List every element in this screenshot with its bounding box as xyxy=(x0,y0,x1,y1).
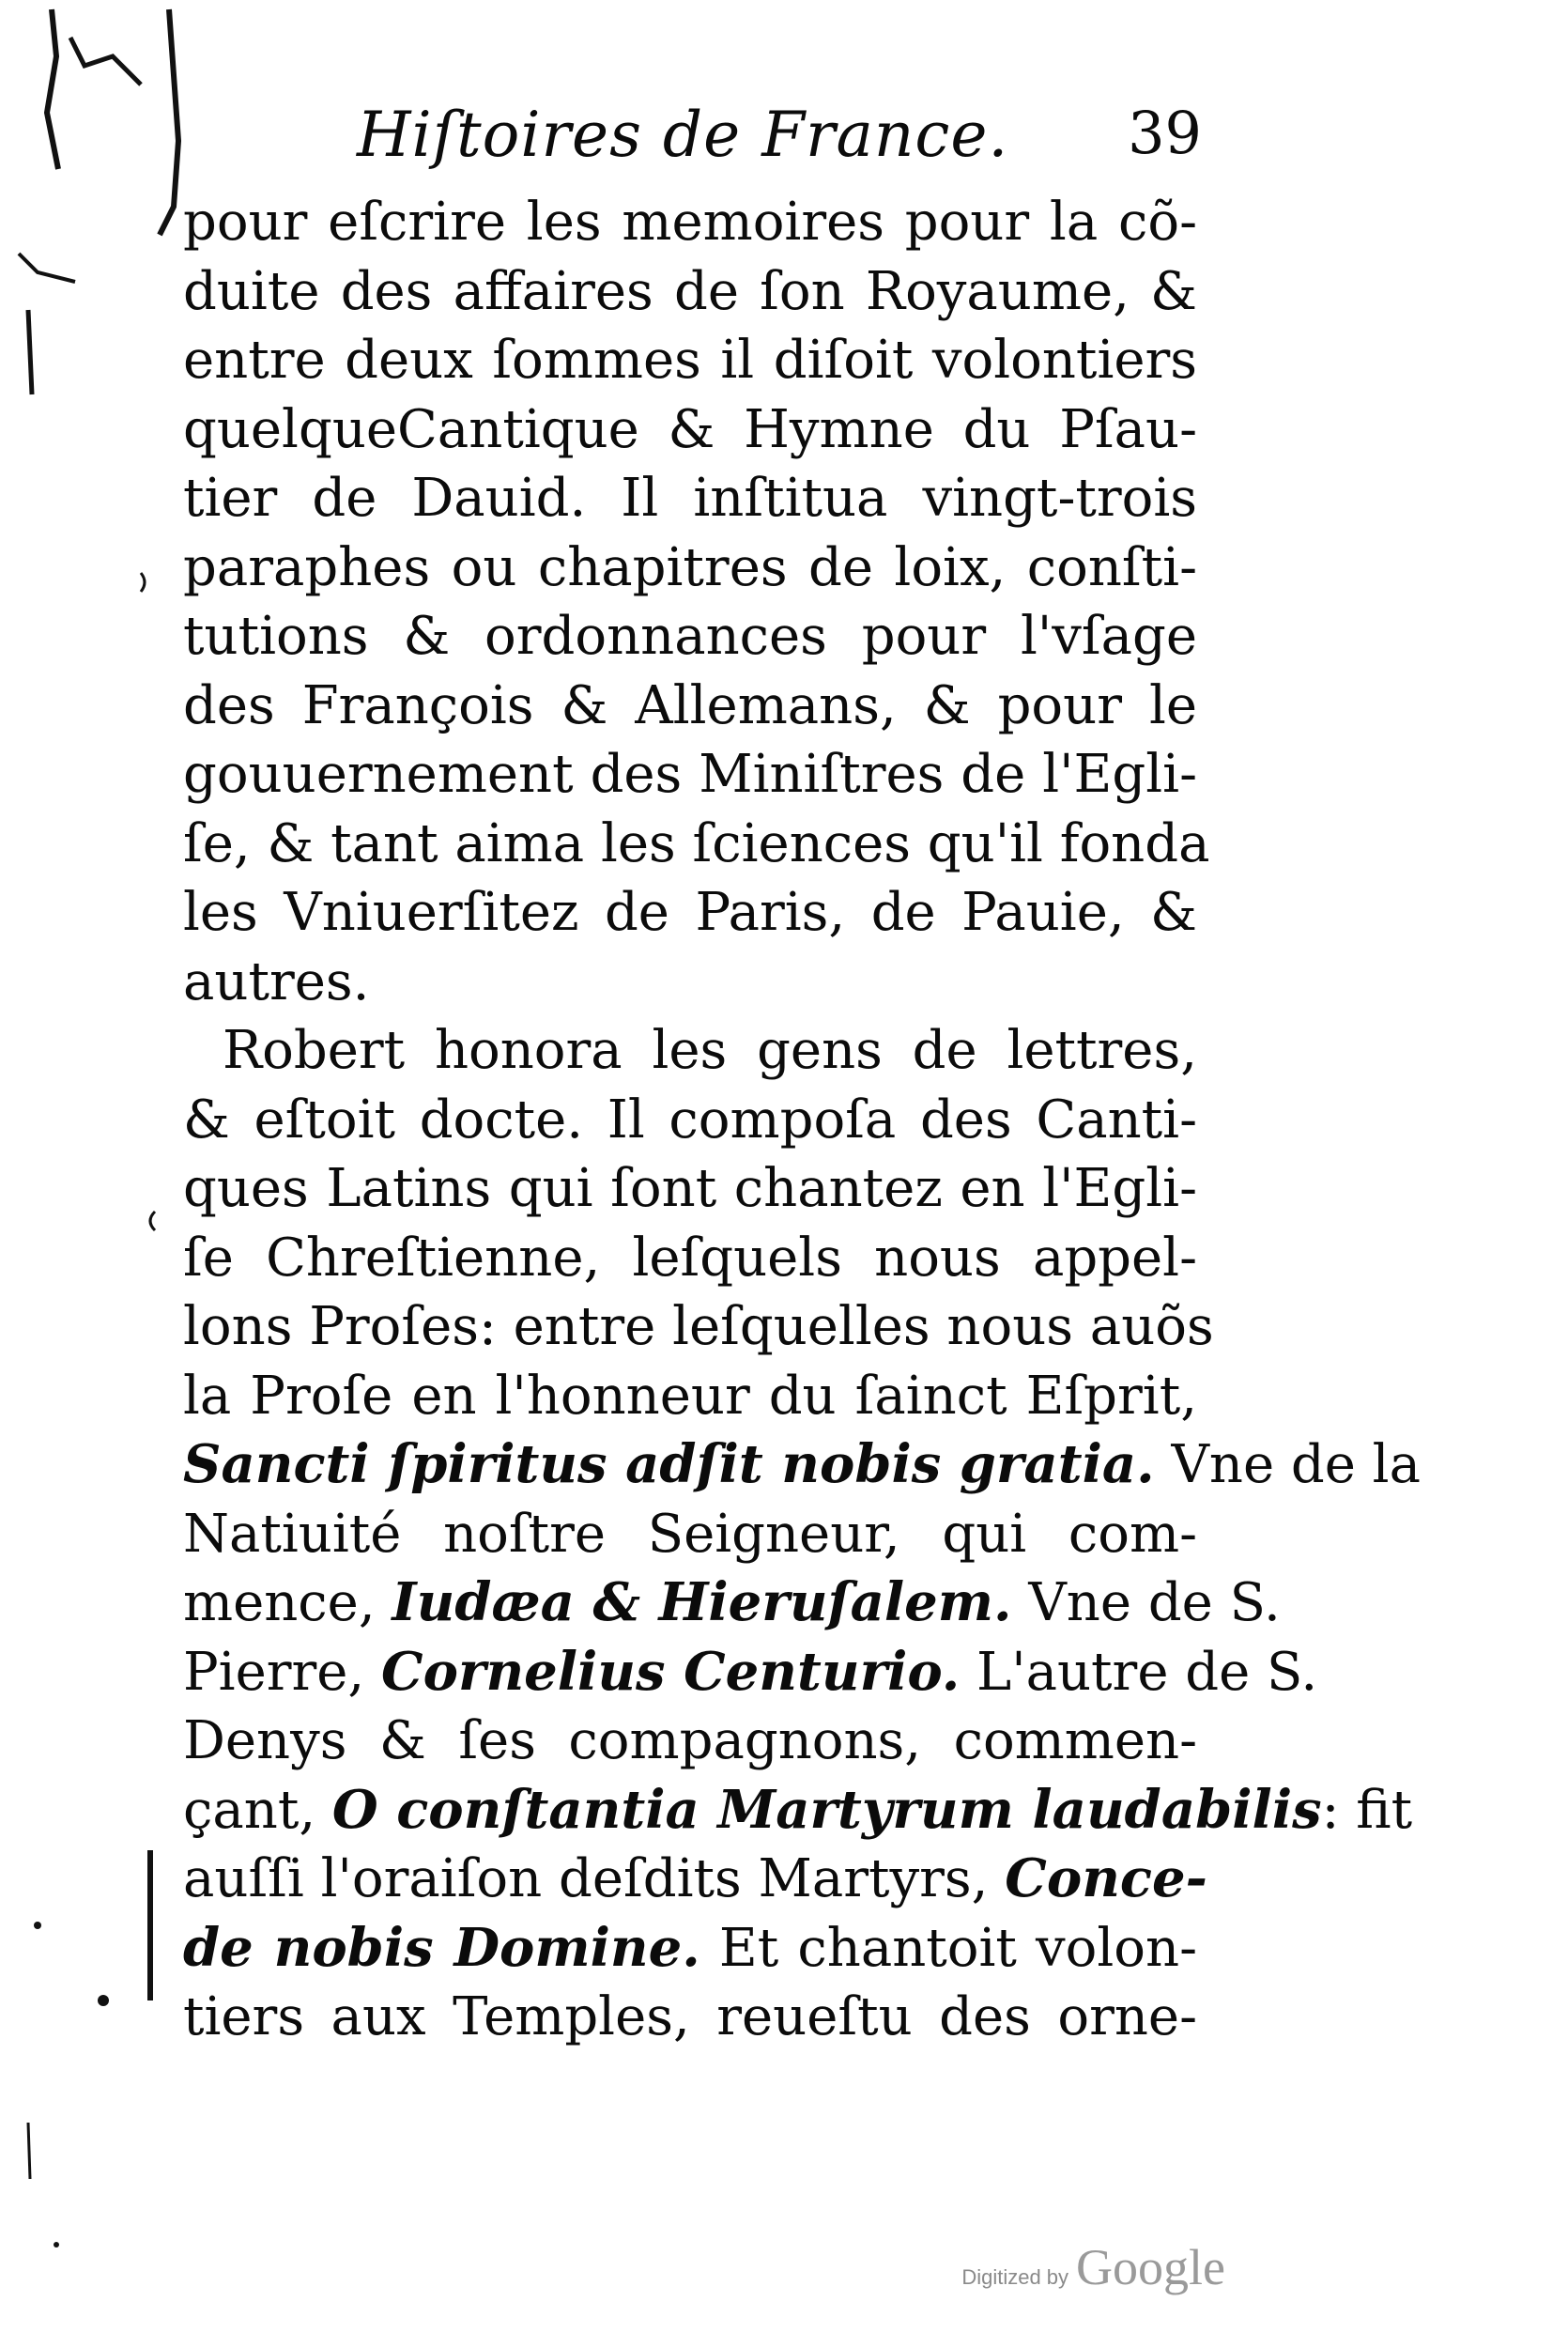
text-line: des François & Allemans, & pour le xyxy=(183,674,1197,736)
text-fragment: Pierre, xyxy=(183,1641,382,1703)
text-line: ſe Chreſtienne, leſquels nous appel- xyxy=(183,1227,1197,1289)
text-fragment: : fit xyxy=(1321,1779,1413,1841)
text-fragment: L'autre de S. xyxy=(960,1641,1318,1703)
latin-italic: Iudæa & Hieruſalem. xyxy=(392,1571,1012,1633)
latin-italic: Sancti ſpiritus adſit nobis gratia. xyxy=(183,1433,1155,1495)
text-line: duite des affaires de ſon Royaume, & xyxy=(183,260,1197,322)
text-line xyxy=(183,1568,1281,1638)
text-fragment: Vne de la xyxy=(1154,1434,1421,1495)
text-line: Robert honora les gens de lettres, xyxy=(223,1020,1197,1081)
text-line: autres. xyxy=(183,950,370,1012)
text-line: tutions & ordonnances pour l'vſage xyxy=(183,606,1197,667)
text-fragment: mence, xyxy=(183,1572,392,1633)
text-line: paraphes ou chapitres de loix, conſti- xyxy=(183,536,1197,598)
text-line xyxy=(183,1914,1197,1984)
text-line: Denys & ſes compagnons, commen- xyxy=(183,1710,1197,1771)
text-fragment: auſſi l'oraiſon deſdits Martyrs, xyxy=(183,1848,1006,1909)
latin-italic: Conce- xyxy=(1005,1847,1207,1909)
text-line: lons Proſes: entre leſquelles nous auõs xyxy=(183,1296,1214,1357)
text-line: tiers aux Temples, reueſtu des orne- xyxy=(183,1986,1197,2047)
text-line: quelqueCantique & Hymne du Pſau- xyxy=(183,398,1197,460)
text-line: entre deux ſommes il diſoit volontiers xyxy=(183,330,1197,391)
text-line: pour eſcrire les memoires pour la cõ- xyxy=(183,192,1197,253)
latin-italic: Cornelius Centurio. xyxy=(381,1640,961,1703)
text-line xyxy=(183,1638,1318,1707)
running-title: Hiſtoires de France. xyxy=(357,99,1009,171)
text-line: Natiuité noſtre Seigneur, qui com- xyxy=(183,1503,1197,1565)
text-line xyxy=(183,1430,1421,1500)
text-line: ques Latins qui ſont chantez en l'Egli- xyxy=(183,1158,1197,1219)
text-line xyxy=(183,1845,1207,1914)
running-header xyxy=(357,99,1202,174)
page-number: 39 xyxy=(1128,99,1202,167)
text-line: la Proſe en l'honneur du ſainct Eſprit, xyxy=(183,1365,1197,1427)
latin-italic: de nobis Domine. xyxy=(183,1916,700,1979)
google-logo: Google xyxy=(1076,2239,1225,2295)
text-line: gouuernement des Miniſtres de l'Egli- xyxy=(183,744,1197,805)
text-fragment: Et chantoit volon- xyxy=(699,1917,1197,1979)
text-line: les Vniuerſitez de Paris, de Pauie, & xyxy=(183,882,1197,943)
text-line: tier de Dauid. Il inſtitua vingt-trois xyxy=(183,468,1197,529)
body-text xyxy=(183,188,1421,2052)
text-fragment: çant, xyxy=(183,1779,332,1841)
digitized-by-label: Digitized by xyxy=(961,2265,1069,2289)
text-fragment: Vne de S. xyxy=(1011,1572,1281,1633)
margin-ink-marks xyxy=(0,0,188,2348)
text-line: & eſtoit docte. Il compoſa des Canti- xyxy=(183,1089,1197,1151)
text-line: ſe, & tant aima les ſciences qu'il fonda xyxy=(183,812,1210,874)
digitized-watermark xyxy=(961,2238,1225,2296)
latin-italic: O conſtantia Martyrum laudabilis xyxy=(331,1778,1322,1841)
text-line xyxy=(183,1776,1413,1846)
